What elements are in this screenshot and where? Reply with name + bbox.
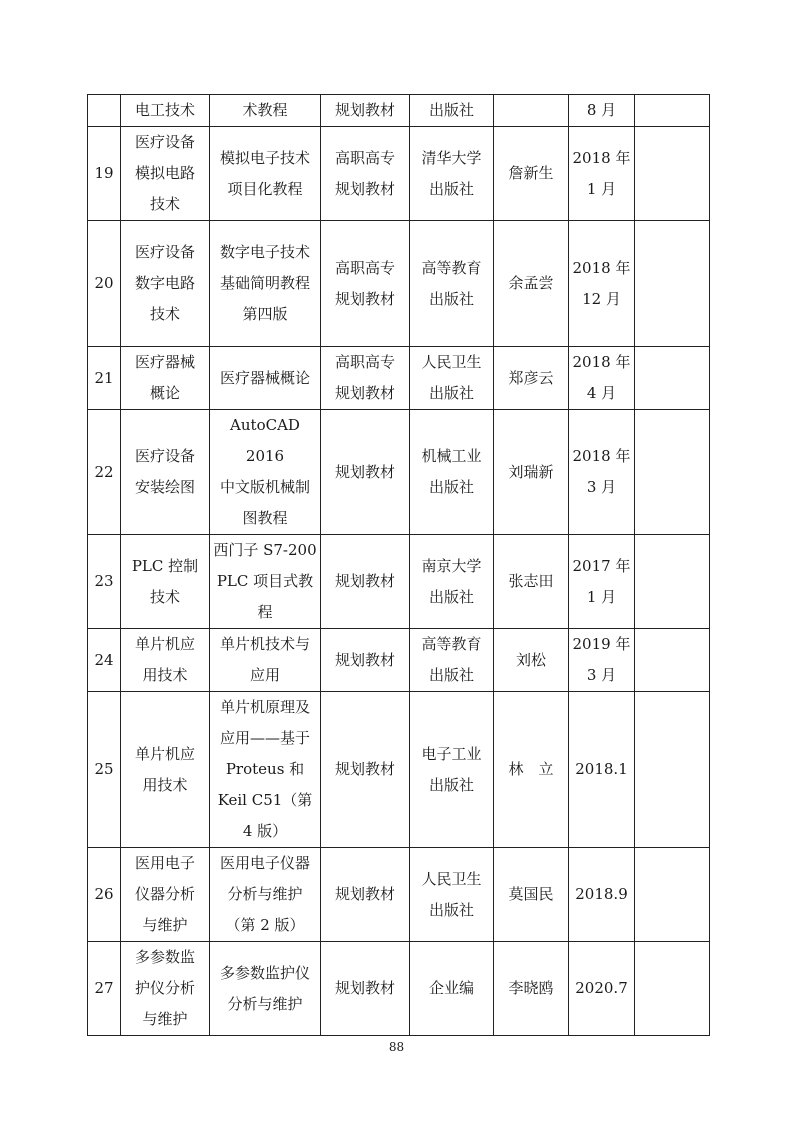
publish-date-line: 3 月 bbox=[586, 666, 617, 684]
textbook-title-line: 中文版机械制 bbox=[219, 478, 310, 496]
course-name-line: 用技术 bbox=[142, 775, 188, 794]
course-name-line: 医用电子 bbox=[134, 854, 195, 872]
textbook-title-line: 单片机技术与 bbox=[219, 635, 310, 653]
textbook-type-cell bbox=[321, 95, 410, 127]
table-row bbox=[88, 629, 710, 692]
publisher-line: 南京大学 bbox=[421, 556, 482, 575]
course-name-line: 医疗设备 bbox=[134, 447, 195, 465]
course-name-line: PLC 控制 bbox=[131, 556, 199, 575]
course-name-line: 医疗设备 bbox=[134, 133, 195, 151]
textbook-type-cell bbox=[321, 221, 410, 347]
textbook-type-line: 规划教材 bbox=[334, 384, 395, 402]
textbook-type-line: 高职高专 bbox=[334, 148, 395, 167]
page-number: 88 bbox=[388, 1040, 405, 1054]
textbook-type-cell bbox=[321, 410, 410, 535]
row-number-text: 27 bbox=[94, 979, 114, 997]
publisher-cell bbox=[410, 347, 494, 410]
author-text: 林 立 bbox=[508, 760, 554, 778]
publish-date-line: 2018 年 bbox=[572, 258, 631, 277]
remark-cell bbox=[635, 221, 710, 347]
publisher-line: 出版社 bbox=[428, 775, 474, 794]
textbook-title-cell bbox=[210, 127, 321, 221]
course-name-line: 仪器分析 bbox=[134, 885, 195, 903]
textbook-title-line: Keil C51（第 bbox=[217, 791, 313, 809]
textbook-title-line: 图教程 bbox=[242, 509, 288, 527]
table-row bbox=[88, 347, 710, 410]
publish-date-cell bbox=[569, 629, 635, 692]
course-name-cell bbox=[121, 95, 210, 127]
textbook-title-line: 术教程 bbox=[242, 101, 288, 119]
textbook-title-line: 医用电子仪器 bbox=[219, 854, 310, 872]
publish-date-cell bbox=[569, 127, 635, 221]
textbook-type-line: 规划教材 bbox=[334, 885, 395, 903]
textbook-title-line: 多参数监护仪 bbox=[219, 963, 310, 982]
row-number-text: 23 bbox=[94, 572, 114, 590]
textbook-type-cell bbox=[321, 535, 410, 629]
publisher-line: 清华大学 bbox=[421, 148, 482, 167]
row-number-cell bbox=[88, 535, 121, 629]
author-cell bbox=[494, 535, 569, 629]
table-row bbox=[88, 95, 710, 127]
author-cell bbox=[494, 95, 569, 127]
publish-date-line: 1 月 bbox=[586, 587, 617, 606]
publisher-line: 出版社 bbox=[428, 289, 474, 308]
publisher-line: 人民卫生 bbox=[421, 869, 482, 888]
course-name-line: 与维护 bbox=[142, 1010, 188, 1028]
course-name-line: 单片机应 bbox=[134, 744, 195, 763]
textbook-title-cell bbox=[210, 347, 321, 410]
textbook-title-line: 单片机原理及 bbox=[219, 698, 310, 716]
table-row bbox=[88, 221, 710, 347]
author-cell bbox=[494, 347, 569, 410]
textbook-type-cell bbox=[321, 347, 410, 410]
course-name-cell bbox=[121, 942, 210, 1036]
course-name-cell bbox=[121, 535, 210, 629]
publisher-cell bbox=[410, 942, 494, 1036]
row-number-text: 21 bbox=[94, 368, 114, 387]
course-name-cell bbox=[121, 127, 210, 221]
textbook-type-cell bbox=[321, 942, 410, 1036]
publish-date-cell bbox=[569, 410, 635, 535]
textbook-type-cell bbox=[321, 848, 410, 942]
textbook-title-cell bbox=[210, 629, 321, 692]
textbook-type-line: 规划教材 bbox=[334, 462, 395, 481]
textbook-type-line: 规划教材 bbox=[334, 101, 395, 119]
publisher-line: 电子工业 bbox=[421, 744, 482, 763]
course-name-cell bbox=[121, 692, 210, 848]
publisher-cell bbox=[410, 629, 494, 692]
row-number-text: 24 bbox=[94, 650, 114, 669]
textbook-title-line: 医疗器械概论 bbox=[219, 368, 310, 387]
author-text: 余孟尝 bbox=[508, 274, 554, 292]
course-name-line: 医疗设备 bbox=[134, 243, 195, 261]
publish-date-line: 1 月 bbox=[586, 179, 617, 198]
publish-date-cell bbox=[569, 347, 635, 410]
author-cell bbox=[494, 629, 569, 692]
textbook-title-cell bbox=[210, 848, 321, 942]
publisher-cell bbox=[410, 848, 494, 942]
textbook-title-line: 程 bbox=[257, 603, 273, 621]
row-number-text: 25 bbox=[94, 760, 114, 778]
course-name-line: 与维护 bbox=[142, 916, 188, 934]
textbook-title-cell bbox=[210, 692, 321, 848]
publisher-line: 出版社 bbox=[428, 384, 474, 402]
course-name-cell bbox=[121, 410, 210, 535]
textbook-type-cell bbox=[321, 692, 410, 848]
publish-date-cell bbox=[569, 221, 635, 347]
publish-date-line: 8 月 bbox=[586, 101, 617, 119]
course-name-cell bbox=[121, 347, 210, 410]
course-name-line: 电工技术 bbox=[134, 101, 195, 119]
textbook-title-line: PLC 项目式教 bbox=[216, 572, 314, 590]
table-row bbox=[88, 410, 710, 535]
row-number-cell bbox=[88, 848, 121, 942]
textbook-type-line: 规划教材 bbox=[334, 289, 395, 308]
remark-cell bbox=[635, 535, 710, 629]
table-row bbox=[88, 848, 710, 942]
publisher-line: 出版社 bbox=[428, 900, 474, 919]
remark-cell bbox=[635, 629, 710, 692]
publisher-line: 出版社 bbox=[428, 587, 474, 606]
textbook-type-line: 规划教材 bbox=[334, 650, 395, 669]
publish-date-line: 2019 年 bbox=[572, 635, 631, 653]
textbook-title-cell bbox=[210, 535, 321, 629]
textbook-title-cell bbox=[210, 410, 321, 535]
textbook-title-cell bbox=[210, 942, 321, 1036]
course-name-line: 技术 bbox=[149, 195, 180, 213]
publish-date-cell bbox=[569, 942, 635, 1036]
row-number-text: 22 bbox=[94, 462, 114, 481]
remark-cell bbox=[635, 410, 710, 535]
author-text: 刘松 bbox=[515, 650, 546, 669]
textbook-type-line: 规划教材 bbox=[334, 760, 395, 778]
row-number-cell bbox=[88, 629, 121, 692]
author-text: 张志田 bbox=[508, 572, 554, 590]
publisher-line: 企业编 bbox=[428, 979, 474, 997]
row-number-text: 26 bbox=[94, 885, 114, 903]
publisher-line: 人民卫生 bbox=[421, 353, 482, 371]
publisher-cell bbox=[410, 535, 494, 629]
publish-date-cell bbox=[569, 848, 635, 942]
remark-cell bbox=[635, 692, 710, 848]
publish-date-line: 4 月 bbox=[586, 384, 617, 402]
author-cell bbox=[494, 848, 569, 942]
row-number-cell bbox=[88, 942, 121, 1036]
publish-date-cell bbox=[569, 535, 635, 629]
textbook-title-line: 西门子 S7-200 bbox=[213, 541, 317, 559]
publisher-line: 机械工业 bbox=[421, 447, 482, 465]
author-text: 莫国民 bbox=[508, 885, 554, 903]
table-row bbox=[88, 942, 710, 1036]
row-number-text: 20 bbox=[94, 274, 114, 292]
course-name-line: 概论 bbox=[149, 384, 180, 402]
course-name-cell bbox=[121, 221, 210, 347]
publish-date-cell bbox=[569, 692, 635, 848]
row-number-cell bbox=[88, 221, 121, 347]
course-name-cell bbox=[121, 629, 210, 692]
publish-date-line: 2018.9 bbox=[575, 885, 628, 903]
author-text: 郑彦云 bbox=[508, 368, 554, 387]
remark-cell bbox=[635, 347, 710, 410]
course-name-line: 安装绘图 bbox=[134, 478, 195, 496]
row-number-cell bbox=[88, 127, 121, 221]
publish-date-line: 12 月 bbox=[582, 289, 621, 308]
publisher-cell bbox=[410, 95, 494, 127]
publish-date-line: 2018 年 bbox=[572, 148, 631, 167]
author-cell bbox=[494, 127, 569, 221]
row-number-cell bbox=[88, 410, 121, 535]
publisher-line: 出版社 bbox=[428, 101, 474, 119]
textbook-title-line: 数字电子技术 bbox=[219, 243, 310, 261]
publish-date-line: 2018 年 bbox=[572, 353, 631, 371]
textbook-title-line: Proteus 和 bbox=[225, 760, 305, 778]
course-name-line: 医疗器械 bbox=[134, 353, 195, 371]
textbook-title-line: 模拟电子技术 bbox=[219, 148, 310, 167]
course-name-line: 数字电路 bbox=[134, 274, 195, 292]
textbook-type-cell bbox=[321, 629, 410, 692]
textbook-type-line: 规划教材 bbox=[334, 572, 395, 590]
textbook-type-cell bbox=[321, 127, 410, 221]
textbook-title-line: 第四版 bbox=[242, 305, 288, 323]
textbook-title-line: 应用——基于 bbox=[219, 729, 310, 747]
row-number-cell bbox=[88, 347, 121, 410]
author-cell bbox=[494, 410, 569, 535]
author-text: 詹新生 bbox=[508, 164, 554, 182]
course-name-line: 护仪分析 bbox=[134, 979, 195, 997]
publish-date-line: 2020.7 bbox=[575, 979, 628, 997]
publish-date-line: 2018 年 bbox=[572, 447, 631, 465]
textbook-type-line: 规划教材 bbox=[334, 179, 395, 198]
publisher-line: 高等教育 bbox=[421, 635, 482, 653]
table-row bbox=[88, 535, 710, 629]
textbook-title-line: 分析与维护 bbox=[227, 994, 303, 1013]
publisher-line: 高等教育 bbox=[421, 258, 482, 277]
author-cell bbox=[494, 221, 569, 347]
publish-date-line: 2018.1 bbox=[575, 760, 628, 778]
author-text: 刘瑞新 bbox=[508, 462, 554, 481]
table-row bbox=[88, 127, 710, 221]
course-name-line: 多参数监 bbox=[134, 948, 195, 966]
textbook-title-cell bbox=[210, 221, 321, 347]
course-name-cell bbox=[121, 848, 210, 942]
textbook-title-line: 分析与维护 bbox=[227, 885, 303, 903]
row-number-cell bbox=[88, 692, 121, 848]
publish-date-line: 2017 年 bbox=[572, 556, 631, 575]
textbook-title-line: 项目化教程 bbox=[227, 179, 303, 198]
course-name-line: 技术 bbox=[149, 305, 180, 323]
publisher-line: 出版社 bbox=[428, 478, 474, 496]
publisher-cell bbox=[410, 221, 494, 347]
textbook-type-line: 高职高专 bbox=[334, 353, 395, 371]
course-name-line: 模拟电路 bbox=[134, 164, 195, 182]
author-cell bbox=[494, 692, 569, 848]
textbook-title-cell bbox=[210, 95, 321, 127]
course-name-line: 单片机应 bbox=[134, 635, 195, 653]
publisher-cell bbox=[410, 410, 494, 535]
author-cell bbox=[494, 942, 569, 1036]
textbook-type-line: 规划教材 bbox=[334, 979, 395, 997]
remark-cell bbox=[635, 95, 710, 127]
row-number-text: 19 bbox=[94, 164, 114, 182]
course-name-line: 用技术 bbox=[142, 666, 188, 684]
textbook-title-line: 基础简明教程 bbox=[219, 274, 310, 292]
table-row bbox=[88, 692, 710, 848]
remark-cell bbox=[635, 127, 710, 221]
publisher-line: 出版社 bbox=[428, 666, 474, 684]
textbook-table bbox=[87, 94, 710, 1036]
textbook-title-line: 4 版） bbox=[242, 822, 288, 840]
textbook-title-line: （第 2 版） bbox=[225, 916, 305, 934]
publish-date-line: 3 月 bbox=[586, 478, 617, 496]
course-name-line: 技术 bbox=[149, 587, 180, 606]
remark-cell bbox=[635, 942, 710, 1036]
textbook-title-line: 应用 bbox=[249, 666, 280, 684]
publisher-cell bbox=[410, 692, 494, 848]
publisher-line: 出版社 bbox=[428, 179, 474, 198]
publisher-cell bbox=[410, 127, 494, 221]
publish-date-cell bbox=[569, 95, 635, 127]
author-text: 李晓鸥 bbox=[508, 979, 554, 997]
textbook-title-line: AutoCAD 2016 bbox=[230, 416, 300, 465]
row-number-cell bbox=[88, 95, 121, 127]
textbook-type-line: 高职高专 bbox=[334, 258, 395, 277]
remark-cell bbox=[635, 848, 710, 942]
